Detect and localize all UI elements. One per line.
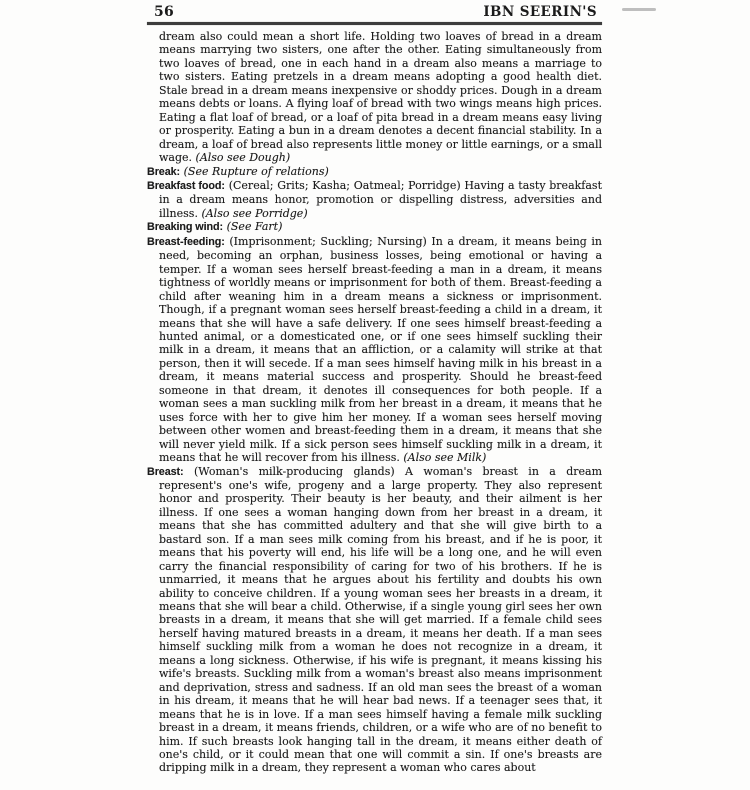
also-see-reference: (Also see Porridge) [201,206,308,220]
also-see-reference: (Also see Dough) [195,151,291,165]
entry-body-text: In a dream, it means being in need, becoming an orphan, business losses, being emotional or having a temper. If a woman sees herself breast-feeding a man in a dream, it means tightness of worldly means or imprisonment for both of them. Breast-feeding a child after weaning him in a dream means a sickness or imprisonment. Though, if a pregnant woman sees herself breast-feeding a child in a dream, it means that she will have a safe delivery. If one sees himself breast-feeding a hunted animal, or a domesticated one, or if one sees himself suckling their milk in a dream, it means that an affliction, or a calamity will strike at that person, then it will secede. If a man sees himself having milk in his breast in a dream, it means material success and prosperity. Should he breast-feed someone in that dream, it denotes ill consequences for both people. If a woman sees a man suckling milk from her breast in a dream, it means that he uses force with her to give him her money. If a woman sees herself moving between other women and breast-feeding them in a dream, it means that she will never yield milk. If a sick person sees himself suckling milk in a dream, it means that he will recover from his illness. [159,234,603,465]
entry-headword: Break [147,165,177,178]
headword-colon: : [221,235,225,248]
continuation-paragraph [147,30,602,165]
also-see-reference: (Also see Milk) [403,451,487,465]
scanned-book-page [147,4,602,775]
entry-keywords: (Imprisonment; Suckling; Nursing) [229,234,427,248]
entry-headword: Breaking wind [147,221,220,234]
headword-colon: : [180,465,184,478]
entry-keywords: (Cereal; Grits; Kasha; Oatmeal; Porridge) [228,178,461,192]
entry-body-text: Having a tasty breakfast in a dream means honor, promotion or dispelling distress, adversities and illness. [159,178,602,220]
page-number: 56 [154,4,175,20]
entry-headword: Breast [147,465,181,478]
continuation-text: dream also could mean a short life. Holding two loaves of bread in a dream means marrying two sisters, one after the other. Eating simultaneously from two loaves of bread, one in each hand in a dream also means a marriage to two sisters. Eating pretzels in a dream means adopting a good health diet. Stale bread in a dream means inexpensive or shoddy prices. Dough in a dream means debts or loans. A flying loaf of bread with two wings means high prices. Eating a flat loaf of bread, or a loaf of pita bread in a dream means easy living or prosperity. Eating a bun in a dream denotes a decent financial stability. In a dream, a loaf of bread also represents little money or little earnings, or a small wage. [159,30,602,165]
page-body [147,30,602,775]
header-rule [147,22,602,25]
entry-headword: Breast-feeding [147,235,222,248]
scan-artifact-line [622,8,656,11]
cross-reference: (See Fart) [226,220,283,234]
entry-keywords: (Woman's milk-producing glands) [194,464,395,478]
entry-breaking-wind [147,220,602,234]
entry-headword: Breakfast food [147,179,222,192]
entry-breast [147,465,602,775]
entry-breast-feeding [147,235,602,465]
page-header [147,4,602,21]
entry-breakfast-food [147,179,602,220]
headword-colon: : [221,179,226,192]
entry-body-text: A woman's breast in a dream represent's one's wife, progeny and a large property. They also represent honor and prosperity. Their beauty is her beauty, and their ailment is her illness. If one sees a woman hanging down from her breast in a dream, it means that she has committed adultery and that she will give birth to a bastard son. If a man sees milk coming from his breast, and if he is poor, it means that his poverty will end, his life will be a long one, and he will even carry the financial responsibility of caring for two of his brothers. If he is unmarried, it means that he argues about his fertility and doubts his own ability to conceive children. If a young woman sees her breasts in a dream, it means that she will bear a child. Otherwise, if a single young girl sees her own breasts in a dream, it means that she will get married. If a female child sees herself having matured breasts in a dream, it means her death. If a man sees himself suckling milk from a woman he does not recognize in a dream, it means a long sickness. Otherwise, if his wife is pregnant, it means kissing his wife's breasts. Suckling milk from a woman's breast also means imprisonment and deprivation, stress and sadness. If an old man sees the breast of a woman in his dream, it means that he will hear bad news. If a teenager sees that, it means that he is in love. If a man sees himself having a female milk suckling breast in a dream, it means friends, children, or a wife who are of no benefit to him. If such breasts look hanging tall in the dream, it means either death of one's child, or it could mean that one will commit a sin. If one's breasts are dripping milk in a dream, they represent a woman who cares about [159,464,602,775]
running-title: IBN SEERIN'S [483,4,597,20]
entry-break [147,165,602,179]
headword-colon: : [176,165,181,178]
cross-reference: (See Rupture of relations) [183,164,329,178]
headword-colon: : [219,221,224,234]
